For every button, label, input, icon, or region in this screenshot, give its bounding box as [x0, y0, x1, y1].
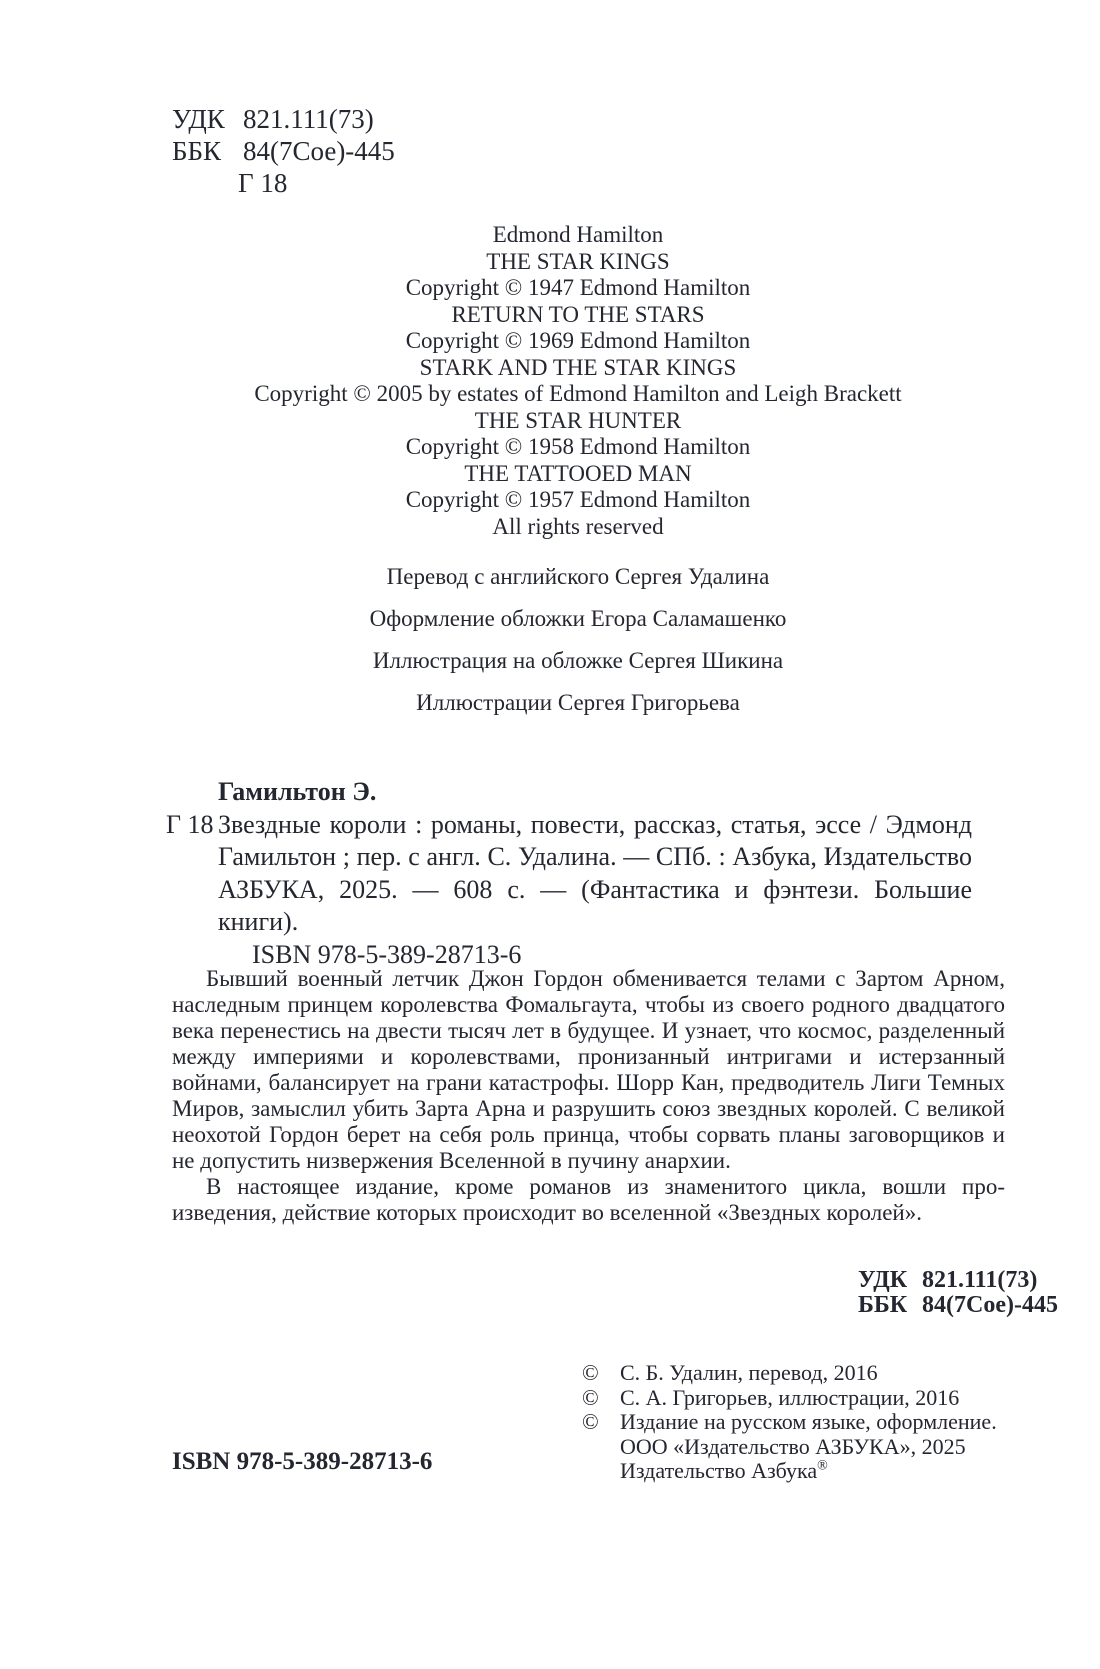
rights-line-translation — [582, 1361, 997, 1386]
credit-cover-illustration: Иллюстрация на обложке Сергея Шикина — [372, 648, 784, 673]
credit-illustrations: Иллюстрации Сергея Григорьева — [416, 690, 740, 715]
english-copyright-block — [150, 222, 1006, 540]
bottom-udk-label: УДК — [858, 1267, 908, 1293]
catalog-card — [166, 776, 972, 971]
copyright-symbol: © — [582, 1384, 599, 1410]
annotation-paragraph-1: Бывший военный летчик Джон Гордон обменивается телами с Зартом Арном, наследным принцем королевства Фомальгаута, чтобы из своего родного двадцатого века перенестись на двести тысяч лет в будущее. И узнает, что космос, разделенный между империями и королевствами, пронизанный интригами и истерзанный войнами, балансирует на грани катастрофы. Шорр Кан, предводитель Лиги Темных Миров, замыслил убить Зарта Арна и разрушить союз звездных королей. С великой неохотой Гордон берет на себя роль принца, чтобы сорвать планы заговорщиков и не допустить низвержения Вселенной в пучину анархии. — [172, 966, 1005, 1173]
copyright-line: Copyright © 1947 Edmond Hamilton — [405, 275, 751, 300]
annotation — [172, 966, 1005, 1226]
copyright-line: Edmond Hamilton — [492, 222, 664, 247]
credit-cover-design: Оформление обложки Егора Саламашенко — [369, 606, 787, 631]
copyright-line: Copyright © 2005 by estates of Edmond Hamilton and Leigh Brackett — [254, 381, 902, 406]
rights-text: Издательство Азбука — [620, 1458, 818, 1483]
credit-translation: Перевод с английского Сергея Удалина — [386, 564, 770, 589]
catalog-code: Г 18 — [166, 809, 214, 839]
copyright-line: THE TATTOOED MAN — [464, 460, 692, 486]
copyright-symbol: © — [582, 1409, 599, 1434]
copyright-line: STARK AND THE STAR KINGS — [419, 354, 737, 380]
copyright-line: Copyright © 1969 Edmond Hamilton — [405, 328, 751, 353]
rights-line-publisher: ООО «Издательство АЗБУКА», 2025 — [620, 1433, 966, 1459]
rights-text: Издание на русском языке, оформление. — [620, 1409, 997, 1434]
bottom-bbk-label: ББК — [858, 1292, 908, 1318]
udk-value: 821.111(73) — [243, 104, 374, 134]
rights-line-edition — [582, 1410, 997, 1435]
rights-text: С. Б. Удалин, перевод, 2016 — [620, 1360, 878, 1385]
bottom-udk-line — [858, 1268, 1058, 1293]
isbn-bottom: ISBN 978-5-389-28713-6 — [172, 1448, 433, 1475]
registered-trademark-symbol: ® — [817, 1458, 828, 1474]
rights-line-illustrations — [582, 1386, 997, 1411]
catalog-entry-wrap — [166, 809, 972, 939]
rights-block — [582, 1361, 997, 1484]
copyright-line: THE STAR HUNTER — [474, 407, 682, 433]
credits-block — [150, 564, 1006, 732]
bbk-value: 84(7Сое)-445 — [243, 136, 395, 166]
catalog-isbn: ISBN 978-5-389-28713-6 — [252, 939, 522, 969]
copyright-line: All rights reserved — [492, 513, 664, 539]
annotation-paragraph-2: В настоящее издание, кроме романов из знаменитого цикла, вошли произведения, действие которых происходит во вселенной «Звездных королей». — [172, 1174, 1005, 1225]
udk-line — [172, 103, 395, 135]
catalog-author: Гамильтон Э. — [218, 777, 377, 806]
copyright-line: Copyright © 1957 Edmond Hamilton — [405, 487, 751, 512]
bbk-line — [172, 135, 395, 167]
bbk-label: ББК — [172, 136, 222, 166]
bottom-bbk-value: 84(7Сое)-445 — [922, 1292, 1058, 1318]
copyright-line: RETURN TO THE STARS — [451, 301, 705, 327]
top-codes — [172, 103, 395, 199]
rights-line-imprint — [582, 1459, 997, 1484]
copyright-line: Copyright © 1958 Edmond Hamilton — [405, 434, 751, 459]
copyright-symbol: © — [582, 1360, 599, 1385]
udk-label: УДК — [172, 104, 225, 134]
author-code: Г 18 — [238, 168, 288, 198]
bottom-udk-value: 821.111(73) — [922, 1267, 1038, 1293]
catalog-entry: Звездные короли : романы, повести, рассказ, статья, эссе / Эдмонд Гамильтон ; пер. с англ. С. Удалина. — СПб. : Азбука, Издательство АЗБУКА, 2025. — 608 с. — (Фантастика и фэнтези. Большие книги). — [218, 809, 972, 936]
copyright-line: THE STAR KINGS — [486, 248, 670, 274]
bottom-codes — [858, 1268, 1058, 1318]
bottom-bbk-line — [858, 1293, 1058, 1318]
rights-text: С. А. Григорьев, иллюстрации, 2016 — [620, 1384, 960, 1410]
